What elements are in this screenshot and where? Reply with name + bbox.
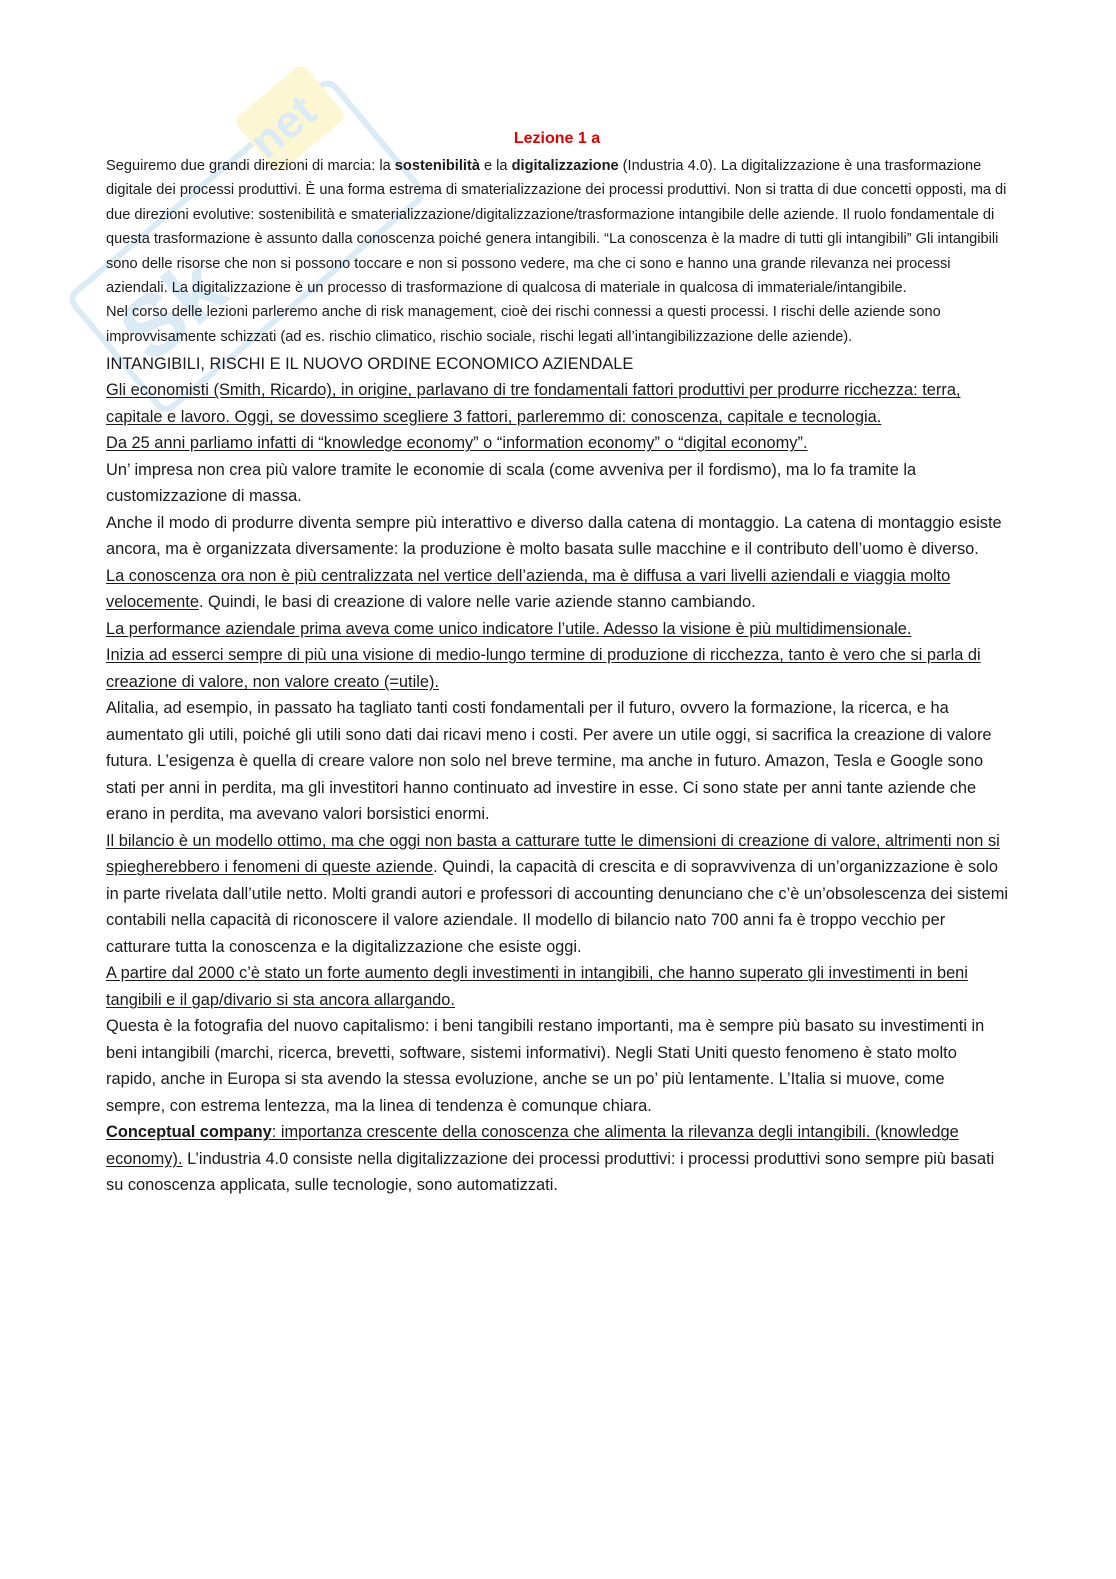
keyword-conceptual-company: Conceptual company <box>106 1123 272 1142</box>
paragraph-12: A partire dal 2000 c’è stato un forte aumento degli investimenti in intangibili, che hanno superato gli investimenti in beni tangibili e il gap/divario si sta ancora allargando. <box>106 964 968 1009</box>
paragraph-9: Inizia ad esserci sempre di più una visione di medio-lungo termine di produzione di ricchezza, tanto è vero che si parla di creazione di valore, non valore creato (=utile). <box>106 646 981 691</box>
section-heading: INTANGIBILI, RISCHI E IL NUOVO ORDINE ECONOMICO AZIENDALE <box>106 355 634 374</box>
document-page <box>106 130 1008 1199</box>
keyword-digitalizzazione: digitalizzazione <box>511 158 619 174</box>
paragraph-2: Nel corso delle lezioni parleremo anche di risk management, cioè dei rischi connessi a questi processi. I rischi delle aziende sono improvvisamente schizzati (ad es. rischio climatico, rischio sociale, rischi legati all’intangibilizzazione delle aziende). <box>106 304 941 345</box>
paragraph-3: Gli economisti (Smith, Ricardo), in origine, parlavano di tre fondamentali fattori produttivi per produrre ricchezza: terra, capitale e lavoro. Oggi, se dovessimo scegliere 3 fattori, parleremmo di: conoscenza, capitale e tecnologia. <box>106 381 961 426</box>
lesson-title: Lezione 1 a <box>513 130 601 147</box>
main-section <box>106 377 1008 1199</box>
intro-section <box>106 154 1008 349</box>
paragraph-11: Il bilancio è un modello ottimo, ma che oggi non basta a catturare tutte le dimensioni di creazione di valore, altrimenti non si spiegherebbero i fenomeni di queste aziende. Quindi, la capacità di crescita e di sopravvivenza di un’organizzazione è solo in parte rivelata dall’utile netto. Molti grandi autori e professori di accounting denunciano che c’è un’obsolescenza dei sistemi contabili nella capacità di riconoscere il valore aziendale. Il modello di bilancio nato 700 anni fa è troppo vecchio per catturare tutta la conoscenza e la digitalizzazione che esiste oggi. <box>106 831 1009 956</box>
paragraph-7: La conoscenza ora non è più centralizzata nel vertice dell’azienda, ma è diffusa a vari livelli aziendali e viaggia molto velocemente. Quindi, le basi di creazione di valore nelle varie aziende stanno cambiando. <box>106 566 951 612</box>
paragraph-13: Questa è la fotografia del nuovo capitalismo: i beni tangibili restano importanti, ma è sempre più basato su investimenti in beni intangibili (marchi, ricerca, brevetti, software, sistemi informativi). Negli Stati Uniti questo fenomeno è stato molto rapido, anche in Europa si sta avendo la stessa evoluzione, anche se un po’ più lentamente. L’Italia si muove, come sempre, con estrema lentezza, ma la linea di tendenza è comunque chiara. <box>106 1017 985 1115</box>
paragraph-5: Un’ impresa non crea più valore tramite le economie di scala (come avveniva per il fordismo), ma lo fa tramite la customizzazione di massa. <box>106 460 917 506</box>
paragraph-14: Conceptual company: importanza crescente della conoscenza che alimenta la rilevanza degli intangibili. (knowledge economy). L’industria 4.0 consiste nella digitalizzazione dei processi produttivi: i processi produttivi sono sempre più basati su conoscenza applicata, sulle tecnologie, sono automatizzati. <box>106 1123 995 1195</box>
paragraph-10: Alitalia, ad esempio, in passato ha tagliato tanti costi fondamentali per il futuro, ovvero la formazione, la ricerca, e ha aumentato gli utili, poiché gli utili sono dati dai ricavi meno i costi. Per avere un utile oggi, si sacrifica la creazione di valore futura. L’esigenza è quella di creare valore non solo nel breve termine, ma anche in futuro. Amazon, Tesla e Google sono stati per anni in perdita, ma gli investitori hanno continuato ad investire in esse. Ci sono state per anni tante aziende che erano in perdita, ma avevano valori borsistici enormi. <box>106 699 992 824</box>
paragraph-8: La performance aziendale prima aveva come unico indicatore l’utile. Adesso la visione è più multidimensionale. <box>106 619 912 638</box>
svg-text:net: net <box>239 84 326 169</box>
svg-text:Sk: Sk <box>101 238 244 381</box>
keyword-sostenibilita: sostenibilità <box>394 158 480 174</box>
paragraph-6: Anche il modo di produrre diventa sempre più interattivo e diverso dalla catena di montaggio. La catena di montaggio esiste ancora, ma è organizzata diversamente: la produzione è molto basata sulle macchine e il contributo dell’uomo è diverso. <box>106 513 1002 559</box>
paragraph-4: Da 25 anni parliamo infatti di “knowledge economy” o “information economy” o “digital economy”. <box>106 434 808 453</box>
paragraph-1: Seguiremo due grandi direzioni di marcia: la sostenibilità e la digitalizzazione (Industria 4.0). La digitalizzazione è una trasformazione digitale dei processi produttivi. È una forma estrema di smaterializzazione dei processi produttivi. Non si tratta di due concetti opposti, ma di due direzioni evolutive: sostenibilità e smaterializzazione/digitalizzazione/trasformazione intangibile delle aziende. Il ruolo fondamentale di questa trasformazione è assunto dalla conoscenza poiché genera intangibili. “La conoscenza è la madre di tutti gli intangibili” Gli intangibili sono delle risorse che non si possono toccare e non si possono vedere, ma che ci sono e hanno una grande rilevanza nei processi aziendali. La digitalizzazione è un processo di trasformazione di qualcosa di materiale in qualcosa di immateriale/intangibile. <box>106 158 1007 297</box>
